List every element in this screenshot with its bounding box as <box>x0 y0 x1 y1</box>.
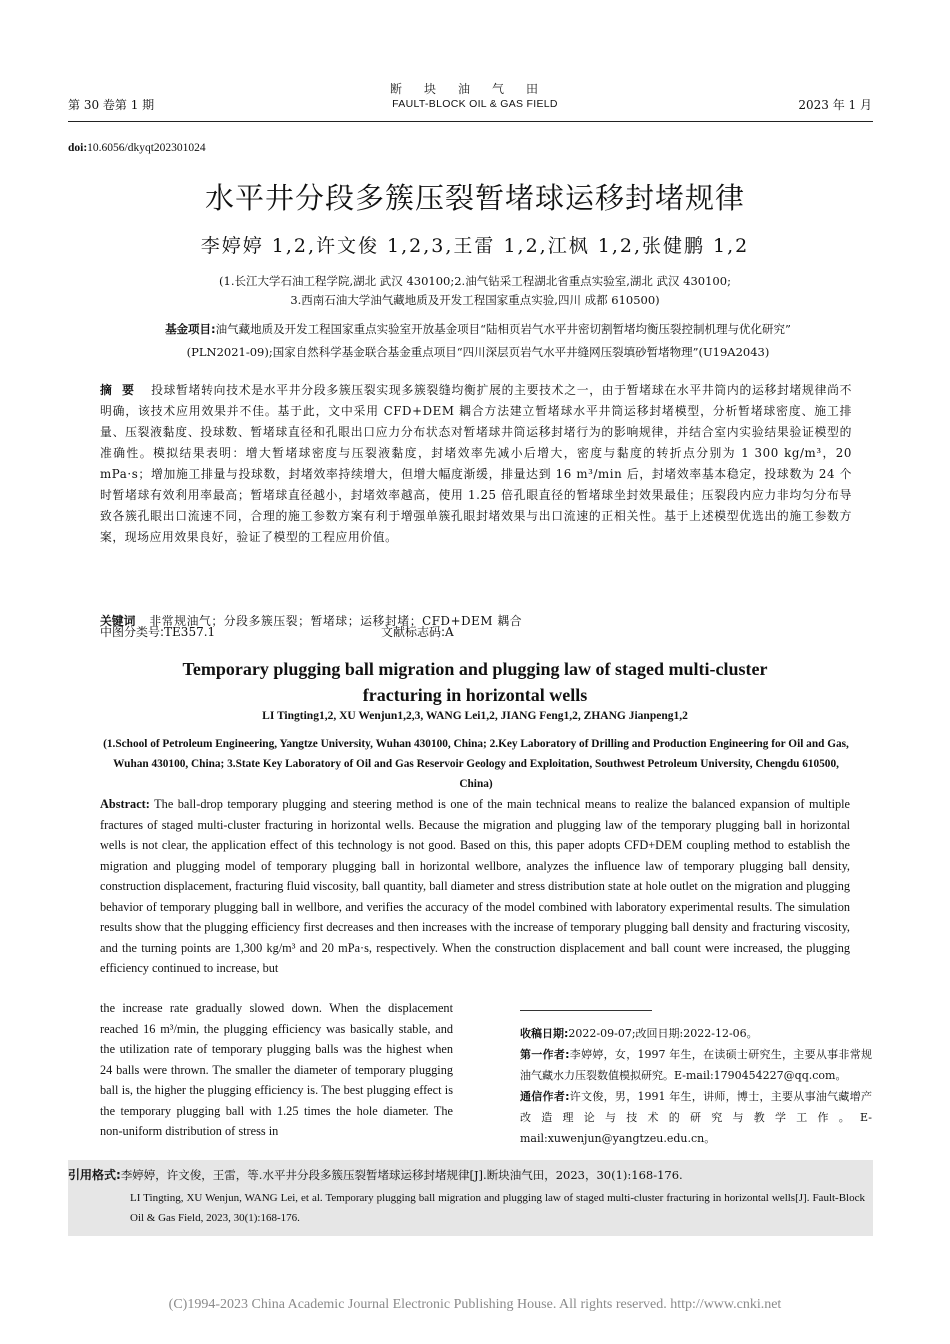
affiliation-cn-line-1: (1.长江大学石油工程学院,湖北 武汉 430100;2.油气钻采工程湖北省重点实验室,湖北 武汉 430100; <box>219 274 731 288</box>
funding-line-2: (PLN2021-09);国家自然科学基金联合基金重点项目“四川深层页岩气水平井缝网压裂填砂暂堵物理”(U19A2043) <box>186 345 770 359</box>
abstract-cn-text: 投球暂堵转向技术是水平井分段多簇压裂实现多簇裂缝均衡扩展的主要技术之一，由于暂堵球在水平井筒内的运移封堵规律尚不明确，该技术应用效果并不佳。基于此，文中采用 CFD+DEM 耦合方法建立暂堵球水平井筒运移封堵模型，分析暂堵球密度、施工排量、压裂液黏度、投球数、暂堵球直径和孔眼出口应力分布状态对暂堵球井筒运移封堵行为的影响规律，并结合室内实验结果验证模型的准确性。模拟结果表明：增大暂堵球密度与压裂液黏度，封堵效率先减小后增大，密度与黏度的转折点分别为 1 300 kg/m³，20 mPa·s；增加施工排量与投球数，封堵效率持续增大，但增大幅度渐缓，排量达到 16 m³/min 后，封堵效率基本稳定，投球数为 24 个时暂堵球有效利用率最高；暂堵球直径越小，封堵效率越高，使用 1.25 倍孔眼直径的暂堵球坐封效果最佳；压裂段内应力非均匀分布导致各簇孔眼出口流速不同，合理的施工参数方案有利于增强单簇孔眼封堵效果与出口流速的正相关性。基于上述模型优选出的施工参数方案，现场应用效果良好，验证了模型的工程应用价值。 <box>100 383 853 544</box>
header-rule <box>68 121 873 122</box>
classification-value: TE357.1 <box>164 625 216 639</box>
abstract-en <box>100 794 850 979</box>
classification-label: 中图分类号: <box>100 625 165 639</box>
paper-title-en-line-2: fracturing in horizontal wells <box>362 685 588 705</box>
authors-en: LI Tingting1,2, XU Wenjun1,2,3, WANG Lei1,2, JIANG Feng1,2, ZHANG Jianpeng1,2 <box>262 710 688 722</box>
document-code-label: 文献标志码: <box>381 625 446 639</box>
first-author <box>520 1044 872 1086</box>
doi-label: doi: <box>68 142 88 154</box>
keywords-cn-label: 关键词 <box>100 614 136 628</box>
first-author-text: 李婷婷，女，1997 年生，在读硕士研究生，主要从事非常规油气藏水力压裂数值模拟研究。E-mail:1790454227@qq.com。 <box>520 1048 872 1082</box>
volume-issue: 第 30 卷第 1 期 <box>68 98 155 112</box>
affiliation-cn-line-2: 3.西南石油大学油气藏地质及开发工程国家重点实验,四川 成都 610500) <box>290 293 660 307</box>
citation-label: 引用格式: <box>68 1168 121 1182</box>
footnote-rule <box>520 1010 652 1011</box>
abstract-en-text: The ball-drop temporary plugging and steering method is one of the main technical means to realize the balanced expansion of multiple fractures of staged multi-cluster fracturing in horizontal wells. Because the migration and plugging law of the temporary plugging ball in horizontal wells is not clear, the application effect of this technology is not good. Based on this, this paper adopts CFD+DEM coupling method to establish the migration and plugging model of temporary plugging ball in horizontal wellbore, analyzes the influence law of temporary plugging ball density, construction displacement, fracturing fluid viscosity, ball quantity, ball diameter and stress distribution state at hole outlet on the migration and plugging behavior of temporary plugging ball in wellbore, and verifies the accuracy of the model combined with laboratory experimental results. The simulation results show that the plugging efficiency first decreases and then increases with the increase of temporary plugging ball density and fracturing viscosity, and the turning points are 1,300 kg/m³ and 20 mPa·s, respectively. When the construction displacement and ball count were increased, the plugging efficiency continued to increase, but <box>100 797 851 975</box>
citation-cn <box>68 1166 683 1183</box>
journal-name-en: FAULT-BLOCK OIL & GAS FIELD <box>392 98 558 110</box>
paper-title-en <box>0 656 950 708</box>
abstract-en-continued: the increase rate gradually slowed down. When the displacement reached 16 m³/min, the plugging efficiency was basically stable, and the utilization rate of temporary plugging balls was the highest when 24 balls were thrown. The smaller the diameter of temporary plugging ball is, the higher the plugging efficiency is. The best plugging effect is the temporary plugging ball with 1.25 times the hole diameter. The non-uniform distribution of stress in <box>100 1001 453 1138</box>
doi-value[interactable]: 10.6056/dkyqt202301024 <box>87 142 206 154</box>
classification <box>100 623 215 640</box>
authors-cn: 李婷婷 1,2,许文俊 1,2,3,王雷 1,2,江枫 1,2,张健鹏 1,2 <box>200 235 750 257</box>
abstract-cn <box>100 380 852 548</box>
abstract-cn-label: 摘 要 <box>100 383 138 397</box>
footnotes <box>520 1023 872 1149</box>
abstract-en-label: Abstract: <box>100 797 150 811</box>
first-author-label: 第一作者: <box>520 1048 570 1061</box>
received-text: 2022-09-07;改回日期:2022-12-06。 <box>568 1027 758 1040</box>
affiliations-en: (1.School of Petroleum Engineering, Yangtze University, Wuhan 430100, China; 2.Key Laboratory of Drilling and Production Engineering for Oil and Gas, Wuhan 430100, China; 3.State Key Laboratory of Oil and Gas Reservoir Geology and Exploitation, Southwest Petroleum University, Chengdu 610500, China) <box>103 738 849 790</box>
corresponding-label: 通信作者: <box>520 1090 570 1103</box>
corresponding-text: 许文俊，男，1991 年生，讲师，博士，主要从事油气藏增产改造理论与技术的研究与教学工作。E-mail:xuwenjun@yangtzeu.edu.cn。 <box>520 1090 872 1145</box>
received-label: 收稿日期: <box>520 1027 569 1040</box>
copyright-notice: (C)1994-2023 China Academic Journal Electronic Publishing House. All rights reserved. http://www.cnki.net <box>168 1297 782 1312</box>
corresponding-author <box>520 1086 872 1149</box>
keywords-cn-text: 非常规油气；分段多簇压裂；暂堵球；运移封堵；CFD+DEM 耦合 <box>149 614 523 628</box>
citation-en: LI Tingting, XU Wenjun, WANG Lei, et al. Temporary plugging ball migration and plugging law of staged multi-cluster fracturing in horizontal wells[J]. Fault-Block Oil & Gas Field, 2023, 30(1):168-176. <box>130 1192 865 1224</box>
paper-title-cn: 水平井分段多簇压裂暂堵球运移封堵规律 <box>204 181 745 215</box>
issue-date: 2023 年 1 月 <box>798 98 872 112</box>
paper-title-en-line-1: Temporary plugging ball migration and plugging law of staged multi-cluster <box>182 659 768 679</box>
doi[interactable] <box>68 142 206 154</box>
journal-name-cn: 断块油气田 <box>389 82 560 96</box>
received-date <box>520 1023 872 1044</box>
funding-line-1 <box>78 320 878 339</box>
document-code-value: A <box>445 625 454 639</box>
funding-label: 基金项目: <box>165 322 216 336</box>
funding-text-1: 油气藏地质及开发工程国家重点实验室开放基金项目“陆相页岩气水平井密切割暂堵均衡压裂控制机理与优化研究” <box>215 322 791 336</box>
citation-cn-text: 李婷婷，许文俊，王雷，等.水平井分段多簇压裂暂堵球运移封堵规律[J].断块油气田，2023，30(1):168-176. <box>120 1168 683 1182</box>
document-code <box>381 623 454 640</box>
